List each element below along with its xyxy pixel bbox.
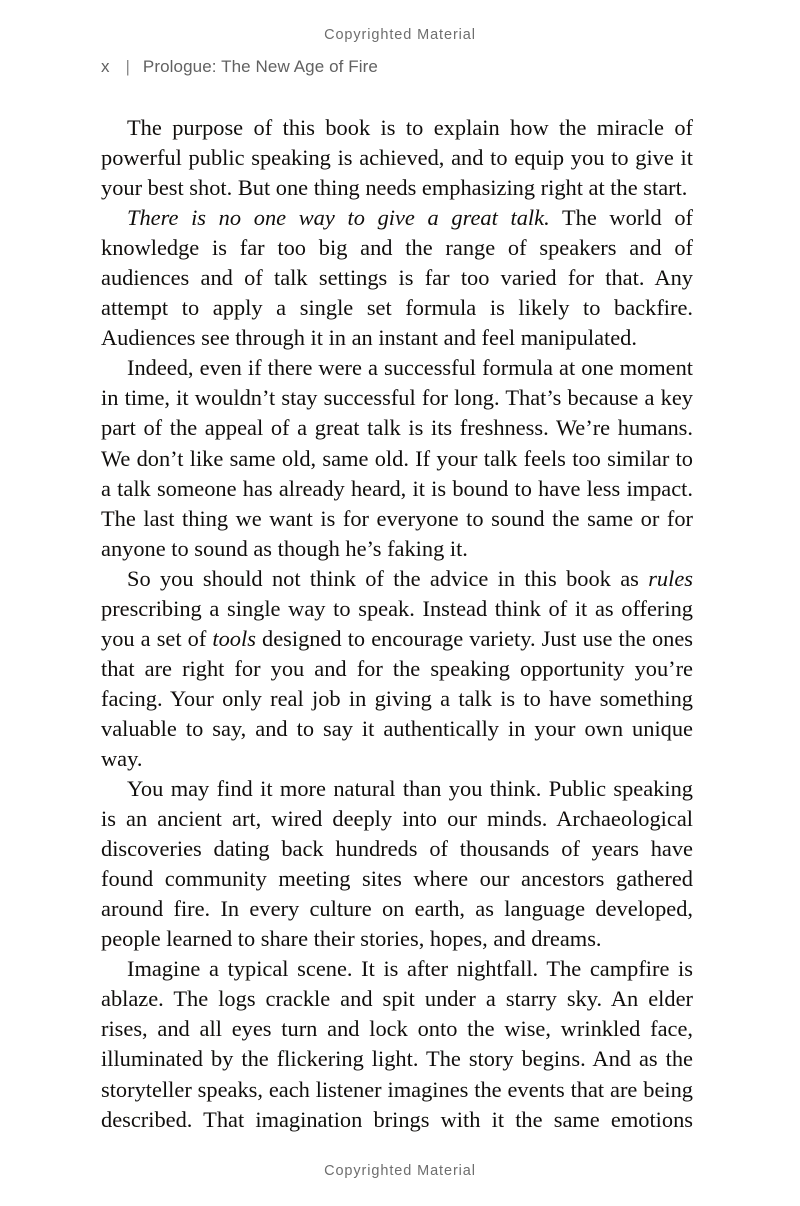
copyright-watermark-top: Copyrighted Material [324, 27, 476, 43]
body-text-column [101, 113, 693, 1165]
emphasis-run: rules [648, 565, 693, 591]
body-paragraph [101, 954, 693, 1164]
page-folio-number: x [101, 57, 110, 76]
emphasis-run: tools [212, 625, 256, 651]
chapter-title: Prologue: The New Age of Fire [142, 57, 378, 76]
body-paragraph [101, 774, 693, 954]
running-head [101, 57, 378, 77]
body-paragraph [101, 113, 693, 203]
text-run: You may find it more natural than you think. Public speaking is an ancient art, wired deeply into our minds. Archaeological discoveries dating back hundreds of thousands of years have found community meeting sites where our ancestors gathered around fire. In every culture on earth, as language developed, people learned to share their stories, hopes, and dreams. [101, 776, 693, 952]
text-run: Indeed, even if there were a successful formula at one moment in time, it wouldn’t stay successful for long. That’s because a key part of the appeal of a great talk is its freshness. We’re humans. We don’t like same old, same old. If your talk feels too similar to a talk someone has already heard, it is bound to have less impact. The last thing we want is for everyone to sound the same or for anyone to sound as though he’s faking it. [101, 355, 693, 561]
body-paragraph [101, 564, 693, 774]
running-head-separator: | [125, 57, 130, 76]
body-paragraph [101, 353, 693, 563]
text-run: So you should not think of the advice in this book as [127, 565, 649, 591]
emphasis-run: There is no one way to give a great talk. [127, 205, 550, 231]
text-run: The purpose of this book is to explain how the miracle of powerful public speaking is achieved, and to equip you to give it your best shot. But one thing needs emphasizing right at the start. [101, 115, 693, 201]
copyright-watermark-bottom: Copyrighted Material [324, 1163, 476, 1179]
text-run: The world of knowledge is far too big and the range of speakers and of audiences and of talk settings is far too varied for that. Any attempt to apply a single set formula is likely to backfire. Audiences see through it in an instant and feel manipulated. [101, 205, 693, 351]
text-run: prescribing a single way to speak. Instead think of it as offering you a set of [101, 595, 693, 651]
body-paragraph [101, 203, 693, 353]
text-run: designed to encourage variety. Just use the ones that are right for you and for the speaking opportunity you’re facing. Your only real job in giving a talk is to have something valuable to say, and to say it authentically in your own unique way. [101, 625, 693, 771]
text-run: Imagine a typical scene. It is after nightfall. The campfire is ablaze. The logs crackle and spit under a starry sky. An elder rises, and all eyes turn and lock onto the wise, wrinkled face, illuminated by the flickering light. The story begins. And as the storyteller speaks, each listener imagines the events that are being described. That imagination brings with it the same emotions [101, 956, 693, 1132]
